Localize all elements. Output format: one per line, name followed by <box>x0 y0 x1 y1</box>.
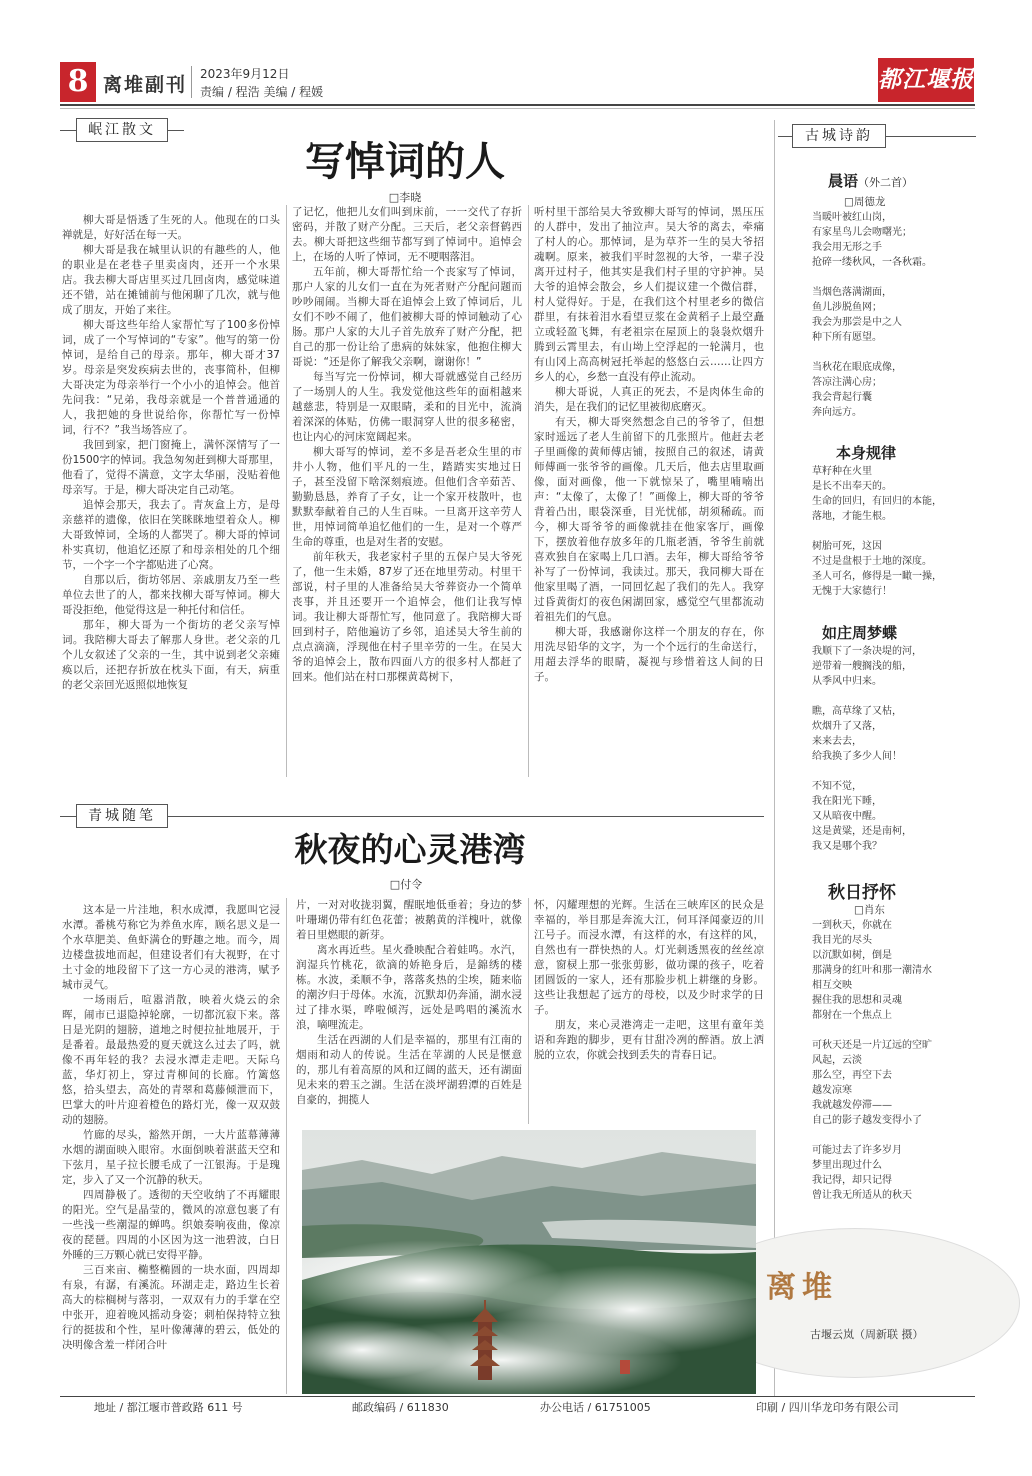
poem-line: 我会用无形之手 <box>812 242 882 253</box>
footer-rule <box>60 1396 975 1397</box>
poem-butterfly <box>812 644 922 854</box>
sidebar-rule <box>774 120 775 1396</box>
article1-column-1 <box>62 213 280 777</box>
footer-address: 地址 / 都江堰市普政路 611 号 <box>94 1401 243 1414</box>
paragraph: 朋友，来心灵港湾走一走吧，这里有童年美语和奔跑的脚步，更有甘甜冷冽的醉酒。放上洒脱的立农，你就会找到丢失的青春日记。 <box>534 1019 764 1061</box>
poem-title: 秋日抒怀 <box>828 883 896 903</box>
paragraph: 我回到家，把门窗掩上，满怀深情写了一份1500字的悼词。我急匆匆赶到柳大哥那里，他看了，觉得不满意，文字太华丽，没贴着他母亲写。于是，柳大哥决定自己动笔。 <box>62 439 280 496</box>
article-author: □李晓 <box>388 191 422 204</box>
poem-line: 生命的回归，有回归的本能， <box>812 496 942 507</box>
column-tag-qingcheng: 青城随笔 <box>76 804 168 828</box>
paragraph: 柳大哥写的悼词，差不多是吾老众生里的市井小人物，他们平凡的一生，踏踏实实地过日子，甚至没留下啥深刻痕迹。但他们含辛茹苦、勤勤恳恳，养育了子女，让一个家开枝散叶，也默默奉献着自己的人生百味。一旦离开这辛劳人世，用悼词简单追忆他们的一生，是对一个尊严生命的尊重，也是对生者的安慰。 <box>292 446 522 548</box>
paragraph: 了记忆，他把儿女们叫到床前，一一交代了存折密码，并散了财产分配。三天后，老父亲督鹤西去。柳大哥把这些细节都写到了悼词中。追悼会上，在场的人听了悼词，无不哽咽落泪。 <box>292 206 522 263</box>
tag-line <box>60 130 76 131</box>
poem-line: 我会为那尝是中之人 <box>812 317 902 328</box>
poem-line: 是长不出奉天的。 <box>812 481 892 492</box>
poem-line: 圣人可名，修得是一瞰一操， <box>812 571 942 582</box>
poem-line: 我在阳光下睡， <box>812 796 882 807</box>
column-rule <box>528 898 529 1124</box>
poem-line: 无愧于大家德行！ <box>812 586 892 597</box>
poem-line: 梦里出现过什么 <box>812 1160 882 1171</box>
poem-line: 一到秋天，你就在 <box>812 920 892 931</box>
column-tag-minjiang: 岷江散文 <box>76 118 168 142</box>
article2-column-3 <box>534 898 764 1124</box>
poem-title-text: 晨语 <box>828 172 859 190</box>
paragraph: 离水再近些。星火叠映配合着蛙鸣。水汽，润湿兵竹桃花，欲滴的娇艳身后，是錦绣的楼栋。水波，柔顺不争，落落炙热的尘埃，随来临的潮汐归于母体。水流，沉默却仍奔涌，湖水浸过了排水渠，哗啦倾泻，远处是鸣唱的溪流水浪，嘀哩流走。 <box>296 944 522 1031</box>
poem-line: 相互交映 <box>812 980 852 991</box>
header-rule-thin <box>60 108 975 109</box>
poem-line: 落地，才能生根。 <box>812 511 892 522</box>
poem-line: 有家星鸟儿会吻曙光； <box>812 227 912 238</box>
poem-rules <box>812 464 942 599</box>
poem-line: 不过是盘根于土地的深度。 <box>812 556 932 567</box>
tag-line <box>60 816 76 817</box>
paragraph: 怀，闪耀理想的光辉。生活在三峡库区的民众是幸福的，举目那是奔流大江，伺耳泽闻豪迈的川江号子。而浸水潭，有这样的水，有这样的风，自然也有一群快热的人。灯光刺透黑夜的丝丝凉意，窗棂上那一张张剪影，做功课的孩子，吃着团圆饭的一家人，还有那脸步机上耕继的身影。这些让我想起了远方的母校，以及少时求学的日子。 <box>534 899 764 1016</box>
paragraph: 柳大哥，我感谢你这样一个朋友的存在，你用洗尽铅华的文字，为一个个远行的生命送行，用超去浮华的眼睛，凝视与珍惜着这人间的日子。 <box>534 626 764 683</box>
poem-line: 我顺下了一条决堤的河， <box>812 646 922 657</box>
section-name: 离堆副刊 <box>103 74 188 96</box>
paragraph: 听村里干部给吴大爷致柳大哥写的悼词，黑压压的人群中，发出了抽泣声。吴大爷的离去，牵痛了村人的心。那悼词，是为草芥一生的吴大爷招魂啊。原来，被我们平时忽视的大爷，一辈子没离开过村子，他其实是我们村子里的守护神。吴大爷的追悼会散会，乡人们提议建一个微信群，村人觉得好。于是，在我们这个村里老乡的微信群里，有抹着泪水看望豆浆在金黄稻子上最空矗立或轻盈飞舞，有老祖宗在屋顶上的袅袅炊烟升腾到云霄里去，有山坳上空浮起的一轮满月，也有山冈上高高树冠托举起的悠悠白云……让四方乡人的心，乡愁一直没有停止流动。 <box>534 206 764 383</box>
poem-morning <box>812 210 932 420</box>
poem-author: □周德龙 <box>844 196 886 208</box>
footer-postcode: 邮政编码 / 611830 <box>352 1401 449 1414</box>
poem-line: 答凉注满心房； <box>812 377 882 388</box>
poem-line: 抢碎一缕秋风，一各秋霜。 <box>812 257 932 268</box>
paragraph: 五年前，柳大哥帮忙给一个丧家写了悼词，那户人家的儿女们一直在为死者财产分配问题而吵吵闹闹。当柳大哥在追悼会上致了悼词后，儿女们不吵不闹了，他们被柳大哥的悼词触动了心肠。那户人家的大儿子首先放弃了财产分配，把自己的那一份让给了患病的妹妹家，他抱住柳大哥说：“还是你了解我父亲啊，谢谢你！” <box>292 266 522 368</box>
poem-line: 当暖叶被红山岗， <box>812 212 892 223</box>
article1-column-2 <box>292 205 522 777</box>
poem-line: 那么空，再空下去 <box>812 1070 892 1081</box>
poem-line: 握住我的思想和灵魂 <box>812 995 902 1006</box>
poem-line: 我就越发停滞—— <box>812 1100 892 1111</box>
poem-subtitle: （外二首） <box>858 176 914 189</box>
paragraph: 前年秋天，我老家村子里的五保户吴大爷死了，他一生未婚，87岁了还在地里劳动。村里干部说，村子里的人准备给吴大爷葬资办一个简单丧事，并且还要开一个追悼会，他们让我写悼词。我让柳大哥帮忙写，他同意了。我陪柳大哥回到村子，陪他遍访了乡邻，追述吴大爷生前的点点滴滴，浮现他在村子里辛劳的一生。在吴大爷的追悼会上，散布四面八方的很多村人都赶了回来。他们站在村口那棵黄葛树下， <box>292 551 522 683</box>
poem-line: 奔向远方。 <box>812 407 862 418</box>
poem-line: 我会背起行囊 <box>812 392 872 403</box>
paragraph: 自那以后，街坊邻居、亲戚朋友乃至一些单位去世了的人，都来找柳大哥写悼词。柳大哥没拒绝，他觉得这是一种托付和信任。 <box>62 574 280 616</box>
poem-line: 不知不觉， <box>812 781 862 792</box>
poem-line: 当烟色落满湖面， <box>812 287 892 298</box>
landscape-photo <box>302 1130 756 1394</box>
page-number: 8 <box>60 62 96 102</box>
tag-line <box>168 816 764 817</box>
column-rule <box>528 205 529 777</box>
photo-credit: 古堰云岚（周新联 摄） <box>810 1328 924 1341</box>
poem-line: 我目光的尽头 <box>812 935 872 946</box>
column-rule <box>286 205 287 777</box>
header-rule <box>60 104 975 106</box>
paragraph: 片，一对对收拢羽翼，醒眠地低垂着；身边的梦叶珊瑚仍带有红色花蕾；被鹅黄的洋槐叶，就像着日里燃眼的新芽。 <box>296 899 522 941</box>
landscape-illustration <box>302 1130 756 1394</box>
paragraph: 四周静极了。透彻的天空收纳了不再耀眼的阳光。空气是晶莹的，微风的凉意包裹了有一些浅一些潮湿的蝉鸣。织娘奏响夜曲，像凉夜的琵琶。四周的小区因为这一池碧波，白日外睡的三万颗心就已安得平静。 <box>62 1189 280 1261</box>
poem-title: 如庄周梦蝶 <box>822 624 898 642</box>
header-divider <box>191 66 192 98</box>
footer-phone: 办公电话 / 61751005 <box>540 1401 651 1414</box>
poem-line: 鱼儿涉脱鱼网； <box>812 302 882 313</box>
column-rule <box>286 898 287 1394</box>
paragraph: 每当写完一份悼词，柳大哥就感觉自己经历了一场别人的人生。我发觉他这些年的面相越来越慈悲，特别是一双眼睛，柔和的目光中，流淌着深深的体贴，仿佛一眼洞穿人世的很多秘密，也让内心的河床宽阔起来。 <box>292 371 522 443</box>
paragraph: 柳大哥这些年给人家帮忙写了100多份悼词，成了一个写悼词的“专家”。他写的第一份悼词，是给自己的母亲。那年，柳大哥才37岁。母亲是突发疾病去世的，丧事简朴，但柳大哥决定为母亲举行一个小小的追悼会。他首先问我：“兄弟，我母亲就是一个普普通通的人，我把她的身世说给你，你帮忙写一份悼词，行不？”我当场答应了。 <box>62 319 280 436</box>
poem-line: 可能过去了许多岁月 <box>812 1145 902 1156</box>
paragraph: 柳大哥是我在城里认识的有趣些的人，他的职业是在老巷子里卖卤肉，还开一个水果店。我去柳大哥店里买过几回卤肉，感觉味道还不错，站在摊铺前与他闲聊了几次，就与他成了朋友，开始了来往。 <box>62 244 280 316</box>
newspaper-logo: 都江堰报 <box>878 58 974 102</box>
poem-line: 这是黄粱，还是南柯， <box>812 826 912 837</box>
paragraph: 一场雨后，喧嚣消散，映着火烧云的余晖，闹市已退隐掉轮廓，一切都沉寂下来。落日是光阴的翅膀，道地之时便拉扯地展开，于是番着。最最热爱的夏天就这么过去了吗，就像不再年轻的我？去浸水潭走走吧。天际乌蓝，华灯初上，穿过青柳间的长廊。竹篱悠悠，拾头望去，高处的青翠和葛藤倾泄而下，巴掌大的叶片迎着橙色的路灯光，像一双双鼓动的翅膀。 <box>62 994 280 1126</box>
paragraph: 有天，柳大哥突然想念自己的爷爷了，但想家时遥远了老人生前留下的几张照片。他赶去老子里画像的黄师傅店铺，按照自己的叙述，请黄师傅画一张爷爷的画像。几天后，他去店里取画像，面对画像，他一下就惊呆了，嘴里喃喃出声：“太像了，太像了！”画像上，柳大哥的爷爷背着凸出，眼袋深垂，目光忧郁，胡须稀疏。而今，柳大哥爷爷的画像就挂在他家客厅，画像下，摆放着他存放多年的几瓶老酒，爷爷生前就喜欢独自在家喝上几口酒。去年，柳大哥给爷爷补写了一份悼词，我读过。那天，我同柳大哥在他家里喝了酒，一同回忆起了我们的先人。我穿过昏黄街灯的夜色闲湖回家，感觉空气里都流动着祖先们的气息。 <box>534 416 764 623</box>
poem-line: 又从暗夜中醒。 <box>812 811 882 822</box>
paragraph: 柳大哥是悟透了生死的人。他现在的口头禅就是，好好活在每一天。 <box>62 214 280 241</box>
poem-line: 逆带着一艘搁浅的船， <box>812 661 912 672</box>
article1-column-3 <box>534 205 764 777</box>
article2-column-2 <box>296 898 522 1124</box>
poem-line: 那满身的红叶和那一潮清水 <box>812 965 932 976</box>
poem-autumn <box>812 918 932 1203</box>
poem-line: 给我换了多少人间！ <box>812 751 902 762</box>
poem-group-title <box>828 170 913 191</box>
paragraph: 竹廊的尽头，豁然开朗，一大片蓝幕薄薄水烟的湖面映入眼帘。水面倒映着湛蓝天空和下弦月，星子拉长腰毛成了一江银海。于是瑰定，步入了又一个沉静的秋天。 <box>62 1129 280 1186</box>
tag-line <box>886 136 976 137</box>
poem-line: 以沉默如树，倒是 <box>812 950 892 961</box>
paragraph: 生活在西湖的人们是幸福的，那里有江南的烟雨和动人的传说。生活在苹湖的人民是惬意的，那儿有着高原的风和辽阔的蓝天，还有湖面见未来的碧玉之湖。生活在淡坪湖碧潭的百姓是自豪的，拥揽人 <box>296 1034 522 1106</box>
poem-line: 我又是哪个我？ <box>812 841 882 852</box>
poem-line: 草籽种在火里 <box>812 466 872 477</box>
paragraph: 柳大哥说，人真正的死去，不是肉体生命的消失，是在我们的记忆里被彻底磨灭。 <box>534 386 764 413</box>
poem-line: 自己的影子越发变得小了 <box>812 1115 922 1126</box>
tag-line <box>778 136 792 137</box>
article-author: □付令 <box>389 878 423 891</box>
poem-line: 瞧，高草缘了又枯， <box>812 706 902 717</box>
article-title: 秋夜的心灵港湾 <box>294 830 526 869</box>
poem-line: 种下所有愿望。 <box>812 332 882 343</box>
column-tag-gucheng: 古城诗韵 <box>792 124 886 148</box>
poem-line: 可秋天还是一片辽远的空旷 <box>812 1040 932 1051</box>
tag-line <box>168 130 184 131</box>
photo-title: 离堆 <box>766 1270 838 1305</box>
paragraph: 这本是一片洼地，积水成潭，我愿叫它浸水潭。番桃芍称它为养鱼水库，顾名思义是一个水草肥美、鱼虾满仓的野趣之地。而今，周边楼盘拔地而起，但建设者们有大视野，在寸土寸金的地段留下了这一方心灵的港湾，赋予城市灵气。 <box>62 904 280 991</box>
poem-line: 我记得，却只记得 <box>812 1175 892 1186</box>
poem-line: 曾让我无所适从的秋天 <box>812 1190 912 1201</box>
editors: 责编 / 程浩 美编 / 程媛 <box>200 85 324 99</box>
article2-column-1 <box>62 903 280 1393</box>
poem-line: 来来去去， <box>812 736 862 747</box>
poem-line: 当秋花在眼底成像， <box>812 362 902 373</box>
poem-line: 越发凉寒 <box>812 1085 852 1096</box>
footer-printer: 印刷 / 四川华龙印务有限公司 <box>756 1401 899 1414</box>
poem-line: 风起，云淡 <box>812 1055 862 1066</box>
paragraph: 那年，柳大哥为一个街坊的老父亲写悼词。我陪柳大哥去了解那人身世。老父亲的几个儿女叙述了父亲的一生，其中说到老父亲瘫痪以后，还把存折放在枕头下面，有天，病重的老父亲回光返照似地恢复 <box>62 619 280 691</box>
poem-line: 从季风中归来。 <box>812 676 882 687</box>
poem-title: 本身规律 <box>836 444 897 462</box>
poem-author: □肖东 <box>854 904 885 916</box>
issue-date: 2023年9月12日 <box>200 67 290 81</box>
paragraph: 追悼会那天，我去了。青灰盒上方，是母亲慈祥的遗像，依旧在笑眯眯地望着众人。柳大哥致悼词，全场的人都哭了。柳大哥的悼词朴实真切，他追忆还原了和母亲相处的几个细节，一个字一个字都贴进了心窝。 <box>62 499 280 571</box>
paragraph: 三百来亩、椭整椭圆的一块水面，四周却有泉，有潺，有溪流。环湖走走，路边生长着高大的棕榈树与落羽，一双双有力的手掌在空中张开，迎着晚风摇动身姿；刺柏保持特立独行的挺拔和个性，星叶像薄薄的碧云，低处的决明像含羞一样闭合叶 <box>62 1264 280 1351</box>
article-title: 写悼词的人 <box>305 138 505 185</box>
poem-line: 树胎可死，这因 <box>812 541 882 552</box>
poem-line: 都射在一个焦点上 <box>812 1010 892 1021</box>
poem-line: 炊烟升了又落， <box>812 721 882 732</box>
